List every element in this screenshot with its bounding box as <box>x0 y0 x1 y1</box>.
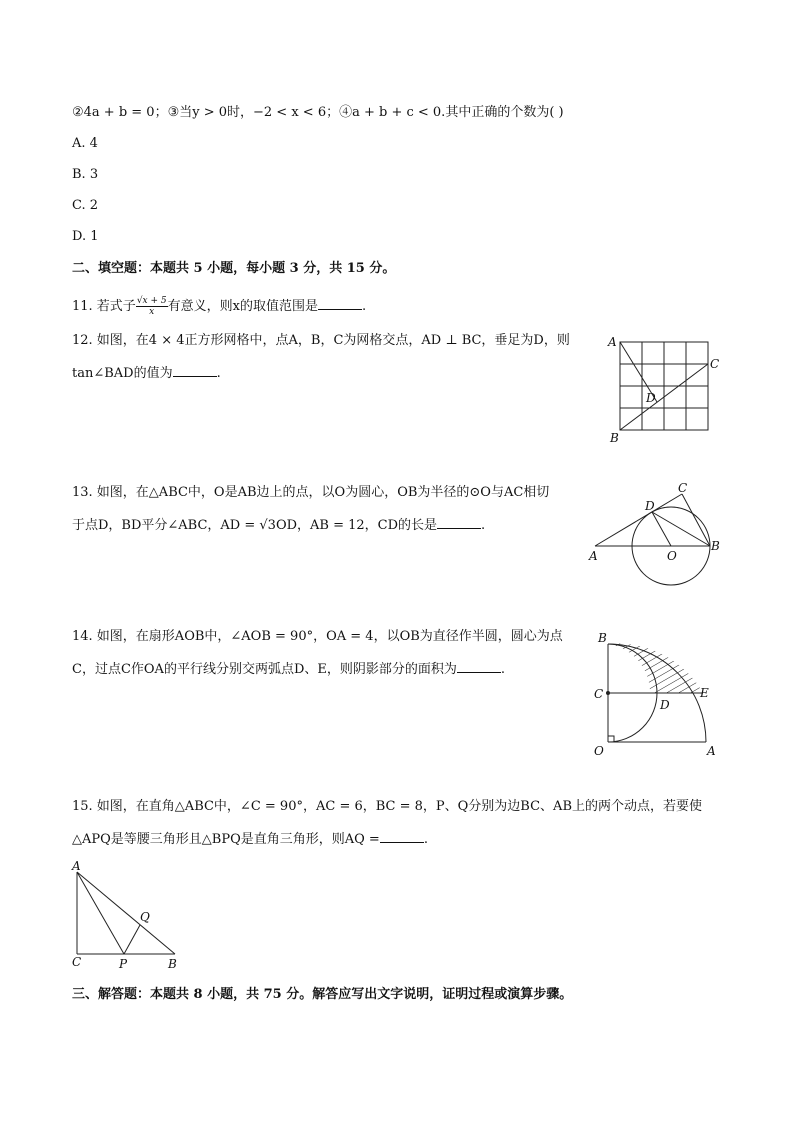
q13-segment-ac <box>595 494 682 546</box>
q13-line1: 13. 如图，在△ABC中，O是AB边上的点，以O为圆心，OB为半径的⊙O与AC相切 <box>72 485 550 500</box>
q13-end: . <box>481 518 486 533</box>
q15-figure <box>66 858 191 973</box>
q14-label-b: B <box>598 631 607 645</box>
q15-segment-ab <box>77 872 175 954</box>
q14-point-c <box>606 691 610 695</box>
q13-label-o: O <box>667 549 677 563</box>
q11-frac-num: √x + 5 <box>136 296 167 306</box>
q15-label-c: C <box>72 955 82 969</box>
q14-label-d: D <box>660 698 670 712</box>
q11-text <box>72 296 366 317</box>
q14-end: . <box>500 662 505 677</box>
q13-answer-blank[interactable] <box>437 516 481 529</box>
q11-frac-den: x <box>149 307 155 317</box>
q13-label-d: D <box>645 499 655 513</box>
q12-label-b: B <box>610 431 619 445</box>
section2-heading: 二、填空题：本题共 5 小题，每小题 3 分，共 15 分。 <box>72 261 396 276</box>
q14-line1: 14. 如图，在扇形AOB中，∠AOB = 90°，OA = 4，以OB为直径作半圆，圆心为点 <box>72 629 563 644</box>
q12-label-c: C <box>710 357 720 371</box>
q10-option-b[interactable]: B. 3 <box>72 167 99 182</box>
q15-label-b: B <box>168 957 177 971</box>
q11-suffix: 有意义，则x的取值范围是 <box>167 299 318 314</box>
q15-label-a: A <box>72 859 81 873</box>
q15-segment-pq <box>124 925 140 954</box>
q12-line2-wrap <box>72 364 221 383</box>
q15-label-p: P <box>119 957 128 971</box>
q13-line2: 于点D，BD平分∠ABC，AD = √3OD，AB = 12，CD的长是 <box>72 518 438 533</box>
q12-label-d: D <box>646 391 656 405</box>
q10-stem-tail: ②4a + b = 0；③当y > 0时，−2 < x < 6；④a + b + c < 0.其中正确的个数为( ) <box>72 105 564 120</box>
q10-option-d[interactable]: D. 1 <box>72 229 99 244</box>
q15-label-q: Q <box>140 910 150 924</box>
q13-figure <box>585 480 725 590</box>
q12-answer-blank[interactable] <box>173 364 217 377</box>
q14-line2-wrap <box>72 660 505 679</box>
q12-line1: 12. 如图，在4 × 4正方形网格中，点A，B，C为网格交点，AD ⊥ BC，垂足为D，则 <box>72 333 570 348</box>
q11-end: . <box>361 299 367 314</box>
q10-option-a[interactable]: A. 4 <box>72 136 98 151</box>
q14-label-o: O <box>594 744 604 758</box>
q15-end: . <box>423 832 428 847</box>
q15-line2: △APQ是等腰三角形且△BPQ是直角三角形，则AQ = <box>72 832 380 847</box>
q10-option-c[interactable]: C. 2 <box>72 198 99 213</box>
q12-end: . <box>216 366 221 381</box>
q14-label-c: C <box>594 687 604 701</box>
q13-line2-wrap <box>72 516 485 535</box>
q15-answer-blank[interactable] <box>380 830 424 843</box>
q15-line1: 15. 如图，在直角△ABC中，∠C = 90°，AC = 6，BC = 8，P、Q分别为边BC、AB上的两个动点，若要使 <box>72 799 702 814</box>
q12-figure <box>600 330 730 445</box>
q15-segment-ap <box>77 872 124 954</box>
q14-right-angle-mark <box>608 736 614 742</box>
section3-heading: 三、解答题：本题共 8 小题，共 75 分。解答应写出文字说明，证明过程或演算步骤。 <box>72 987 573 1002</box>
q14-label-a: A <box>707 744 716 758</box>
q11-prefix: 11. 若式子 <box>72 299 136 314</box>
q13-label-c: C <box>678 481 688 495</box>
q11-answer-blank[interactable] <box>318 297 362 310</box>
q14-label-e: E <box>700 686 709 700</box>
q14-answer-blank[interactable] <box>457 660 501 673</box>
q14-line2: C，过点C作OA的平行线分别交两弧点D、E，则阴影部分的面积为 <box>72 662 457 677</box>
q13-label-a: A <box>589 549 598 563</box>
q12-line2: tan∠BAD的值为 <box>72 366 173 381</box>
q11-fraction <box>136 296 168 317</box>
q14-figure <box>590 626 725 761</box>
q15-line2-wrap <box>72 830 428 849</box>
q12-label-a: A <box>608 335 617 349</box>
q13-label-b: B <box>711 539 720 553</box>
